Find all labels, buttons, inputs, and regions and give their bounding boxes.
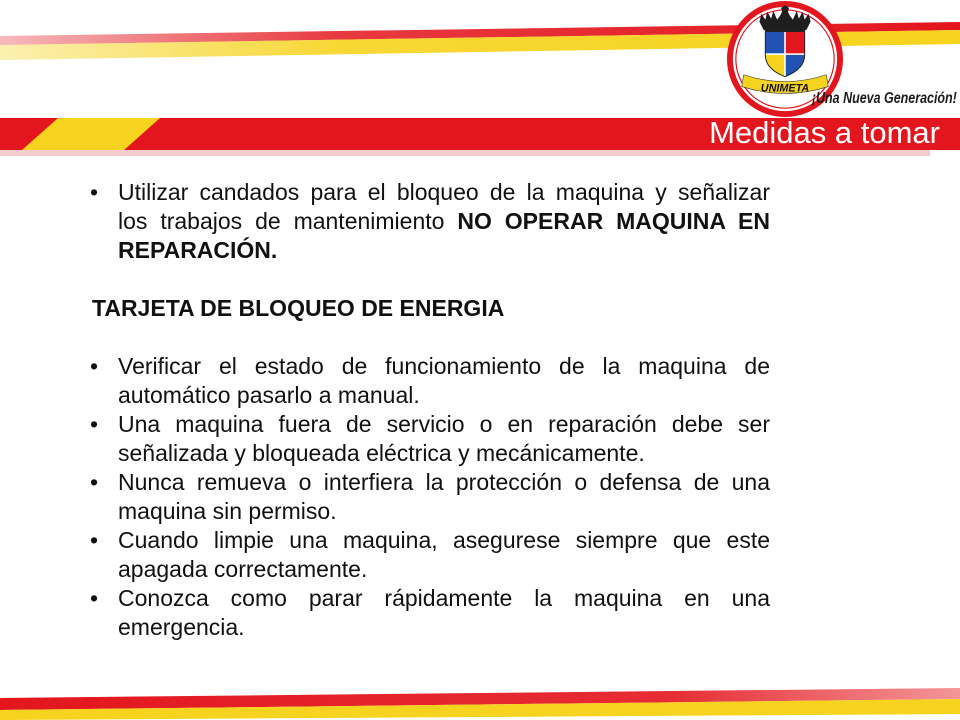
bullet-line [118, 207, 770, 236]
section-heading: TARJETA DE BLOQUEO DE ENERGIA [92, 295, 505, 321]
bullet-marker: • [90, 353, 99, 379]
bullet-line [118, 236, 770, 265]
blank-line [90, 323, 770, 352]
bullet-line: Verificar el estado de funcionamiento de la maquina de [118, 353, 770, 379]
bullet-marker: • [90, 469, 99, 495]
bullet-line: Cuando limpie una maquina, asegurese siempre que este [118, 527, 770, 553]
warning-emphasis: REPARACIÓN. [118, 237, 278, 263]
bullet-line: apagada correctamente. [118, 556, 368, 582]
bullet-marker: • [90, 585, 99, 611]
logo-text: UNIMETA [760, 82, 810, 95]
bullet-item [90, 352, 770, 410]
slogan-tagline: ¡Una Nueva Generación! [812, 90, 957, 107]
bullet-marker: • [90, 527, 99, 553]
bullet-line: señalizada y bloqueada eléctrica y mecánicamente. [118, 440, 645, 466]
bullet-line: emergencia. [118, 614, 245, 640]
bullet-line: maquina sin permiso. [118, 498, 337, 524]
bullet-item [90, 410, 770, 468]
bullet-marker: • [90, 179, 99, 205]
bullet-line: automático pasarlo a manual. [118, 382, 420, 408]
bullet-text [118, 178, 770, 265]
bullet-item [90, 468, 770, 526]
slide-title: Medidas a tomar [709, 115, 940, 150]
warning-emphasis: NO OPERAR MAQUINA EN [457, 208, 770, 234]
bullet-line: Utilizar candados para el bloqueo de la maquina y señalizar [118, 179, 770, 205]
bullet-line-text: los trabajos de mantenimiento [118, 208, 445, 234]
blank-line [90, 265, 770, 294]
bullet-text [118, 468, 770, 526]
bullet-marker: • [90, 411, 99, 437]
bullet-item [90, 584, 770, 642]
bullet-text [118, 410, 770, 468]
bullet-text [118, 584, 770, 642]
bullet-item-padlocks [90, 178, 770, 265]
bullet-text [118, 352, 770, 410]
bullet-line: Nunca remueva o interfiera la protección o defensa de una [118, 469, 770, 495]
bullet-item [90, 526, 770, 584]
bullet-line: Una maquina fuera de servicio o en reparación debe ser [118, 411, 770, 437]
bullet-line: Conozca como parar rápidamente la maquina en una [118, 585, 770, 611]
bullet-text [118, 526, 770, 584]
slide-body [90, 178, 770, 642]
